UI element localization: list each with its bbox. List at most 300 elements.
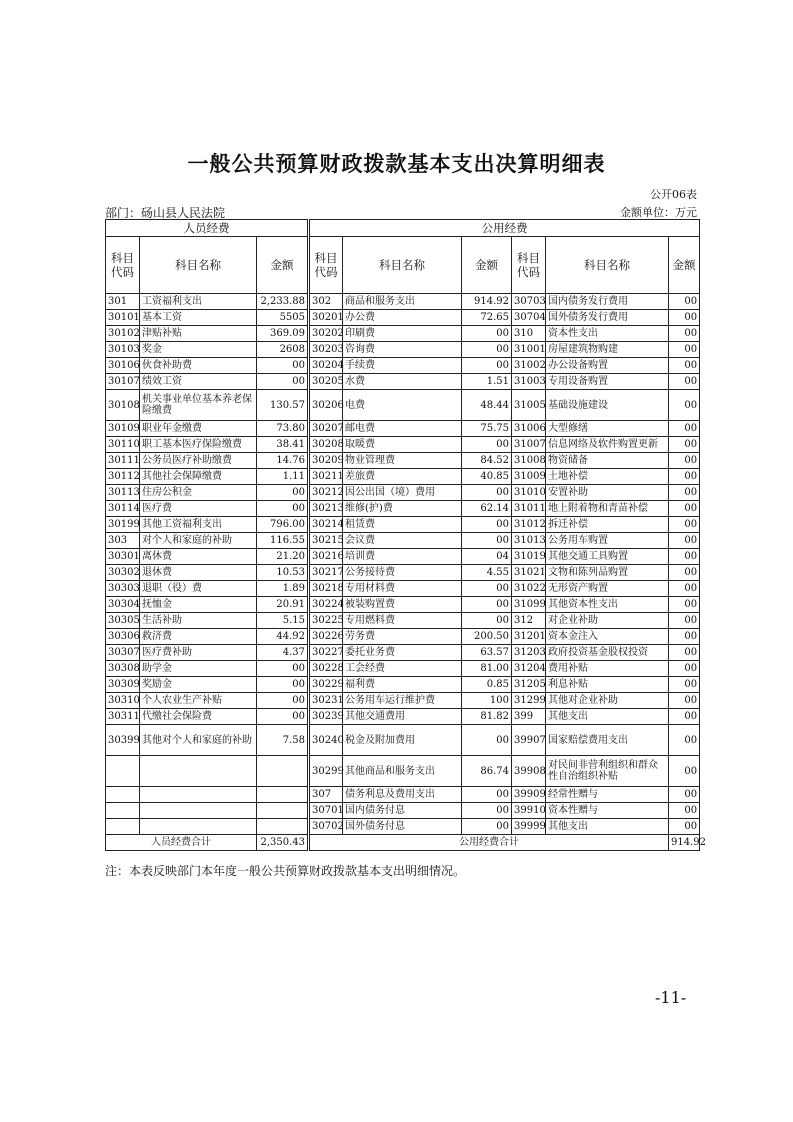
cell-name: 办公费: [343, 310, 462, 326]
cell-name: 工资福利支出: [140, 294, 257, 310]
cell-amount: 00: [669, 803, 700, 819]
table-row: [106, 725, 700, 756]
cell-amount: 00: [669, 374, 700, 390]
cell-code: 30228: [309, 661, 343, 677]
cell-code: 31008: [512, 453, 546, 469]
cell-name: 拆迁补偿: [546, 517, 669, 533]
cell-name: 国内债务发行费用: [546, 294, 669, 310]
cell-name: 职工基本医疗保险缴费: [140, 437, 257, 453]
cell-name: 对个人和家庭的补助: [140, 533, 257, 549]
public-header: 公用经费: [309, 220, 700, 237]
cell-amount: 00: [257, 358, 309, 374]
cell-amount: 00: [669, 645, 700, 661]
cell-code: 30239: [309, 709, 343, 725]
cell-amount: 7.58: [257, 725, 309, 756]
cell-name: 国内债务付息: [343, 803, 462, 819]
col-code-header: 科目代码: [106, 237, 140, 294]
table-row: [106, 693, 700, 709]
table-row: [106, 597, 700, 613]
cell-amount: 00: [669, 326, 700, 342]
col-amount-header: 金额: [669, 237, 700, 294]
cell-amount: [257, 787, 309, 803]
cell-name: 公务用车购置: [546, 533, 669, 549]
cell-code: 30306: [106, 629, 140, 645]
cell-code: 31007: [512, 437, 546, 453]
cell-code: 30207: [309, 421, 343, 437]
cell-amount: [257, 819, 309, 835]
cell-amount: 00: [669, 597, 700, 613]
cell-code: 30215: [309, 533, 343, 549]
cell-code: 30101: [106, 310, 140, 326]
cell-name: 政府投资基金股权投资: [546, 645, 669, 661]
cell-code: 30213: [309, 501, 343, 517]
cell-code: 30225: [309, 613, 343, 629]
cell-name: 奖金: [140, 342, 257, 358]
cell-code: 30203: [309, 342, 343, 358]
cell-code: 30308: [106, 661, 140, 677]
form-number: 公开06表: [650, 188, 697, 201]
cell-amount: 10.53: [257, 565, 309, 581]
cell-name: [140, 787, 257, 803]
table-row: [106, 453, 700, 469]
public-total-value: 914.92: [669, 835, 700, 851]
cell-code: 31022: [512, 581, 546, 597]
cell-name: 生活补助: [140, 613, 257, 629]
cell-amount: 796.00: [257, 517, 309, 533]
cell-name: 安置补助: [546, 485, 669, 501]
cell-amount: 100: [462, 693, 512, 709]
col-name-header: 科目名称: [140, 237, 257, 294]
cell-amount: 21.20: [257, 549, 309, 565]
table-row: [106, 565, 700, 581]
table-row: [106, 374, 700, 390]
cell-code: 39910: [512, 803, 546, 819]
cell-amount: 04: [462, 549, 512, 565]
cell-amount: 130.57: [257, 390, 309, 421]
table-row: [106, 661, 700, 677]
table-row: [106, 294, 700, 310]
cell-name: 机关事业单位基本养老保险缴费: [140, 390, 257, 421]
cell-code: 30208: [309, 437, 343, 453]
cell-amount: 00: [669, 453, 700, 469]
cell-name: 绩效工资: [140, 374, 257, 390]
unit-label: 金额单位：万元: [620, 206, 697, 219]
cell-code: 31006: [512, 421, 546, 437]
cell-name: 维修(护)费: [343, 501, 462, 517]
cell-name: 国外债务发行费用: [546, 310, 669, 326]
cell-amount: 00: [462, 581, 512, 597]
cell-name: 专用设备购置: [546, 374, 669, 390]
cell-name: 资本金注入: [546, 629, 669, 645]
cell-code: 31011: [512, 501, 546, 517]
cell-name: 信息网络及软件购置更新: [546, 437, 669, 453]
cell-name: 费用补贴: [546, 661, 669, 677]
cell-name: 委托业务费: [343, 645, 462, 661]
cell-code: [106, 819, 140, 835]
cell-code: 30231: [309, 693, 343, 709]
table-row: [106, 677, 700, 693]
cell-amount: 75.75: [462, 421, 512, 437]
cell-amount: 00: [669, 390, 700, 421]
cell-code: 30114: [106, 501, 140, 517]
cell-amount: 00: [462, 533, 512, 549]
cell-amount: [257, 756, 309, 787]
table-row: [106, 819, 700, 835]
cell-amount: 00: [462, 358, 512, 374]
table-row: [106, 310, 700, 326]
cell-name: 物业管理费: [343, 453, 462, 469]
table-row: [106, 581, 700, 597]
cell-code: 31201: [512, 629, 546, 645]
cell-amount: 00: [669, 358, 700, 374]
cell-code: 30109: [106, 421, 140, 437]
cell-code: 30205: [309, 374, 343, 390]
cell-amount: 00: [462, 819, 512, 835]
cell-name: 其他支出: [546, 709, 669, 725]
personnel-total-label: 人员经费合计: [106, 835, 257, 851]
cell-code: 30199: [106, 517, 140, 533]
page-number: -11-: [655, 988, 687, 1007]
cell-amount: 00: [462, 597, 512, 613]
cell-code: 30216: [309, 549, 343, 565]
cell-name: 劳务费: [343, 629, 462, 645]
cell-code: 30310: [106, 693, 140, 709]
cell-code: 31204: [512, 661, 546, 677]
cell-code: 31012: [512, 517, 546, 533]
cell-name: 公务接待费: [343, 565, 462, 581]
cell-amount: 00: [257, 709, 309, 725]
table-row: [106, 501, 700, 517]
cell-name: 基础设施建设: [546, 390, 669, 421]
cell-name: 税金及附加费用: [343, 725, 462, 756]
table-row: [106, 342, 700, 358]
cell-name: 其他交通工具购置: [546, 549, 669, 565]
cell-amount: 00: [462, 803, 512, 819]
cell-code: 30108: [106, 390, 140, 421]
cell-name: 代缴社会保险费: [140, 709, 257, 725]
cell-code: 30217: [309, 565, 343, 581]
cell-name: 物资储备: [546, 453, 669, 469]
cell-code: 30240: [309, 725, 343, 756]
cell-name: 被装购置费: [343, 597, 462, 613]
cell-code: 30214: [309, 517, 343, 533]
cell-name: 印刷费: [343, 326, 462, 342]
cell-amount: 00: [257, 485, 309, 501]
cell-code: 30202: [309, 326, 343, 342]
table-row: [106, 629, 700, 645]
col-code-header: 科目代码: [512, 237, 546, 294]
cell-amount: 86.74: [462, 756, 512, 787]
cell-amount: 200.50: [462, 629, 512, 645]
cell-name: 土地补偿: [546, 469, 669, 485]
cell-code: 30299: [309, 756, 343, 787]
cell-name: 手续费: [343, 358, 462, 374]
cell-code: 31009: [512, 469, 546, 485]
public-total-label: 公用经费合计: [309, 835, 669, 851]
cell-name: 奖励金: [140, 677, 257, 693]
cell-name: 救济费: [140, 629, 257, 645]
cell-amount: 38.41: [257, 437, 309, 453]
table-row: [106, 358, 700, 374]
cell-name: 其他对企业补助: [546, 693, 669, 709]
cell-code: 30301: [106, 549, 140, 565]
cell-name: 差旅费: [343, 469, 462, 485]
cell-code: 31099: [512, 597, 546, 613]
cell-code: 301: [106, 294, 140, 310]
cell-amount: 00: [669, 437, 700, 453]
cell-code: 307: [309, 787, 343, 803]
cell-amount: 369.09: [257, 326, 309, 342]
table-row: [106, 517, 700, 533]
cell-code: 30111: [106, 453, 140, 469]
cell-code: 30303: [106, 581, 140, 597]
cell-code: 39999: [512, 819, 546, 835]
cell-name: 公务员医疗补助缴费: [140, 453, 257, 469]
cell-name: 经常性赠与: [546, 787, 669, 803]
cell-amount: 00: [669, 501, 700, 517]
table-row: [106, 326, 700, 342]
cell-code: 30311: [106, 709, 140, 725]
cell-name: [140, 803, 257, 819]
cell-amount: 73.80: [257, 421, 309, 437]
cell-amount: 00: [669, 517, 700, 533]
personnel-total-value: 2,350.43: [257, 835, 309, 851]
cell-code: 30218: [309, 581, 343, 597]
cell-name: 因公出国（境）费用: [343, 485, 462, 501]
cell-amount: 2608: [257, 342, 309, 358]
cell-code: 31019: [512, 549, 546, 565]
cell-code: 30304: [106, 597, 140, 613]
table-row: [106, 645, 700, 661]
cell-name: 租赁费: [343, 517, 462, 533]
cell-amount: 84.52: [462, 453, 512, 469]
cell-code: 303: [106, 533, 140, 549]
cell-amount: 62.14: [462, 501, 512, 517]
cell-amount: 4.55: [462, 565, 512, 581]
cell-name: 离休费: [140, 549, 257, 565]
cell-name: 专用材料费: [343, 581, 462, 597]
cell-amount: 00: [669, 661, 700, 677]
cell-code: 30309: [106, 677, 140, 693]
cell-name: 水费: [343, 374, 462, 390]
cell-name: 其他资本性支出: [546, 597, 669, 613]
cell-code: 39908: [512, 756, 546, 787]
cell-code: 30701: [309, 803, 343, 819]
cell-name: 商品和服务支出: [343, 294, 462, 310]
cell-amount: 00: [462, 787, 512, 803]
cell-name: 福利费: [343, 677, 462, 693]
cell-name: 咨询费: [343, 342, 462, 358]
cell-name: 电费: [343, 390, 462, 421]
cell-code: 31205: [512, 677, 546, 693]
cell-code: 31003: [512, 374, 546, 390]
cell-name: 个人农业生产补贴: [140, 693, 257, 709]
cell-code: 30106: [106, 358, 140, 374]
cell-name: [140, 756, 257, 787]
cell-amount: 00: [257, 661, 309, 677]
cell-name: 会议费: [343, 533, 462, 549]
cell-name: 抚恤金: [140, 597, 257, 613]
cell-amount: 0.85: [462, 677, 512, 693]
cell-code: 31005: [512, 390, 546, 421]
col-amount-header: 金额: [462, 237, 512, 294]
cell-amount: 00: [462, 517, 512, 533]
cell-code: 30704: [512, 310, 546, 326]
table-row: [106, 533, 700, 549]
cell-code: 30224: [309, 597, 343, 613]
cell-amount: 44.92: [257, 629, 309, 645]
cell-code: 302: [309, 294, 343, 310]
cell-code: 31013: [512, 533, 546, 549]
cell-code: 31010: [512, 485, 546, 501]
cell-code: [106, 787, 140, 803]
cell-code: 30226: [309, 629, 343, 645]
cell-name: 医疗费: [140, 501, 257, 517]
cell-code: 30302: [106, 565, 140, 581]
cell-name: 利息补贴: [546, 677, 669, 693]
cell-name: 退职（役）费: [140, 581, 257, 597]
cell-code: 30112: [106, 469, 140, 485]
cell-name: 其他支出: [546, 819, 669, 835]
page-title: 一般公共预算财政拨款基本支出决算明细表: [187, 151, 606, 176]
cell-amount: 00: [669, 581, 700, 597]
cell-amount: 00: [669, 469, 700, 485]
cell-name: 大型修缮: [546, 421, 669, 437]
cell-code: 312: [512, 613, 546, 629]
cell-name: [140, 819, 257, 835]
cell-code: 310: [512, 326, 546, 342]
cell-name: 邮电费: [343, 421, 462, 437]
cell-amount: 00: [669, 629, 700, 645]
cell-amount: 00: [669, 421, 700, 437]
cell-amount: 00: [462, 326, 512, 342]
cell-amount: 2,233.88: [257, 294, 309, 310]
cell-code: 30102: [106, 326, 140, 342]
table-row: [106, 756, 700, 787]
cell-name: 对民间非营利组织和群众性自治组织补贴: [546, 756, 669, 787]
cell-name: 伙食补助费: [140, 358, 257, 374]
cell-amount: 00: [462, 437, 512, 453]
cell-amount: 914.92: [462, 294, 512, 310]
cell-amount: 1.89: [257, 581, 309, 597]
cell-amount: [257, 803, 309, 819]
cell-amount: 00: [669, 294, 700, 310]
cell-code: 399: [512, 709, 546, 725]
cell-amount: 72.65: [462, 310, 512, 326]
cell-amount: 14.76: [257, 453, 309, 469]
cell-name: 资本性支出: [546, 326, 669, 342]
cell-name: 退休费: [140, 565, 257, 581]
cell-name: 其他商品和服务支出: [343, 756, 462, 787]
cell-name: 国外债务付息: [343, 819, 462, 835]
cell-amount: 81.82: [462, 709, 512, 725]
table-row: [106, 787, 700, 803]
cell-amount: 00: [462, 485, 512, 501]
cell-amount: 00: [669, 613, 700, 629]
cell-name: 文物和陈列品购置: [546, 565, 669, 581]
col-code-header: 科目代码: [309, 237, 343, 294]
cell-amount: 00: [462, 613, 512, 629]
cell-code: 30204: [309, 358, 343, 374]
col-amount-header: 金额: [257, 237, 309, 294]
personnel-header: 人员经费: [106, 220, 309, 237]
cell-code: 31001: [512, 342, 546, 358]
table-row: [106, 390, 700, 421]
cell-amount: 4.37: [257, 645, 309, 661]
table-row: [106, 469, 700, 485]
cell-name: 地上附着物和青苗补偿: [546, 501, 669, 517]
cell-name: 培训费: [343, 549, 462, 565]
cell-name: 助学金: [140, 661, 257, 677]
table-row: [106, 549, 700, 565]
cell-name: 取暖费: [343, 437, 462, 453]
cell-name: 无形资产购置: [546, 581, 669, 597]
cell-code: 30209: [309, 453, 343, 469]
cell-amount: 00: [257, 374, 309, 390]
cell-code: [106, 756, 140, 787]
cell-name: 住房公积金: [140, 485, 257, 501]
table-row: [106, 421, 700, 437]
cell-amount: 63.57: [462, 645, 512, 661]
expenditure-table: [105, 219, 707, 851]
cell-amount: 00: [669, 693, 700, 709]
cell-name: 其他社会保障缴费: [140, 469, 257, 485]
cell-amount: 00: [669, 756, 700, 787]
cell-code: 30201: [309, 310, 343, 326]
cell-name: 其他工资福利支出: [140, 517, 257, 533]
cell-name: 国家赔偿费用支出: [546, 725, 669, 756]
cell-amount: 1.11: [257, 469, 309, 485]
cell-code: 30107: [106, 374, 140, 390]
col-name-header: 科目名称: [546, 237, 669, 294]
table-row: [106, 709, 700, 725]
cell-name: 债务利息及费用支出: [343, 787, 462, 803]
cell-amount: 116.55: [257, 533, 309, 549]
cell-amount: 48.44: [462, 390, 512, 421]
cell-amount: 81.00: [462, 661, 512, 677]
cell-code: 30212: [309, 485, 343, 501]
cell-code: 30206: [309, 390, 343, 421]
cell-code: 39907: [512, 725, 546, 756]
cell-amount: 00: [669, 725, 700, 756]
cell-code: 30227: [309, 645, 343, 661]
cell-amount: 5.15: [257, 613, 309, 629]
cell-code: 30110: [106, 437, 140, 453]
cell-amount: 40.85: [462, 469, 512, 485]
cell-name: 对企业补助: [546, 613, 669, 629]
cell-amount: 00: [669, 310, 700, 326]
cell-amount: 00: [257, 501, 309, 517]
cell-code: 30307: [106, 645, 140, 661]
cell-code: 30702: [309, 819, 343, 835]
cell-code: 30211: [309, 469, 343, 485]
table-row: [106, 613, 700, 629]
cell-amount: 00: [669, 342, 700, 358]
cell-name: 其他交通费用: [343, 709, 462, 725]
cell-amount: 00: [257, 677, 309, 693]
cell-amount: 00: [669, 709, 700, 725]
cell-amount: 00: [669, 677, 700, 693]
cell-name: 基本工资: [140, 310, 257, 326]
cell-code: [106, 803, 140, 819]
cell-code: 31299: [512, 693, 546, 709]
cell-amount: 00: [669, 549, 700, 565]
cell-code: 30399: [106, 725, 140, 756]
cell-code: 30229: [309, 677, 343, 693]
cell-code: 30103: [106, 342, 140, 358]
cell-code: 30305: [106, 613, 140, 629]
table-row: [106, 437, 700, 453]
